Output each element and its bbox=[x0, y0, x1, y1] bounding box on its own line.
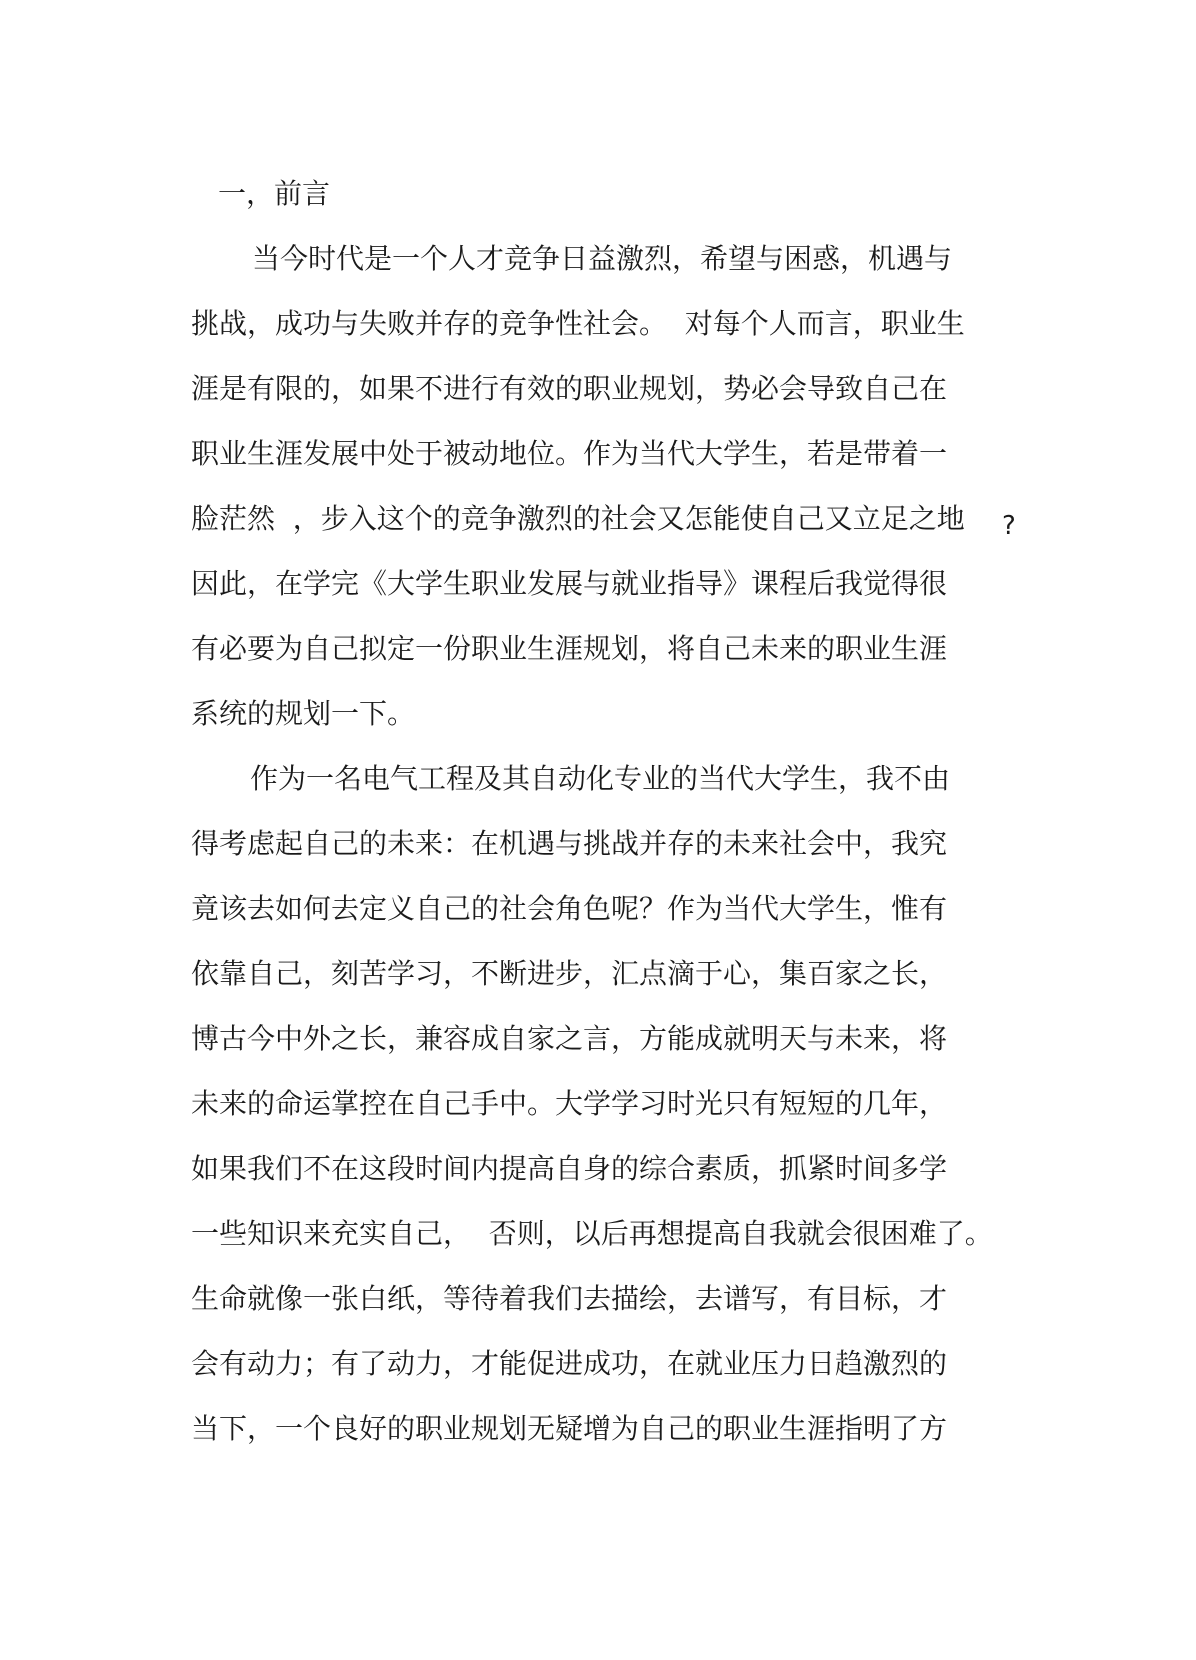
paragraph-line: 职业生涯发展中处于被动地位。作为当代大学生，若是带着一 bbox=[191, 437, 948, 470]
paragraph-line: 竟该去如何去定义自己的社会角色呢？作为当代大学生，惟有 bbox=[191, 892, 948, 925]
paragraph-line: 依靠自己，刻苦学习，不断进步，汇点滴于心，集百家之长， bbox=[191, 957, 948, 990]
stray-question-mark: ? bbox=[1002, 511, 1016, 541]
paragraph-line: 挑战，成功与失败并存的竞争性社会。 对每个人而言，职业生 bbox=[191, 307, 965, 340]
paragraph-line: 当今时代是一个人才竞争日益激烈，希望与困惑，机遇与 bbox=[252, 242, 953, 275]
paragraph-line: 系统的规划一下。 bbox=[191, 697, 416, 730]
paragraph-line: 因此，在学完《大学生职业发展与就业指导》课程后我觉得很 bbox=[191, 567, 948, 600]
paragraph-line: 脸茫然 ，步入这个的竞争激烈的社会又怎能使自己又立足之地 bbox=[191, 502, 965, 535]
paragraph-line: 当下，一个良好的职业规划无疑增为自己的职业生涯指明了方 bbox=[191, 1412, 948, 1445]
paragraph-line: 一些知识来充实自己， 否则，以后再想提高自我就会很困难了。 bbox=[191, 1217, 993, 1250]
paragraph-line: 涯是有限的，如果不进行有效的职业规划，势必会导致自己在 bbox=[191, 372, 948, 405]
paragraph-line: 得考虑起自己的未来：在机遇与挑战并存的未来社会中，我究 bbox=[191, 827, 948, 860]
paragraph-line: 有必要为自己拟定一份职业生涯规划，将自己未来的职业生涯 bbox=[191, 632, 948, 665]
paragraph-line: 会有动力；有了动力，才能促进成功，在就业压力日趋激烈的 bbox=[191, 1347, 948, 1380]
paragraph-line: 博古今中外之长，兼容成自家之言，方能成就明天与未来，将 bbox=[191, 1022, 948, 1055]
section-heading: 一，前言 bbox=[218, 177, 331, 210]
paragraph-line: 生命就像一张白纸，等待着我们去描绘，去谱写，有目标，才 bbox=[191, 1282, 948, 1315]
paragraph-line: 未来的命运掌控在自己手中。大学学习时光只有短短的几年， bbox=[191, 1087, 948, 1120]
paragraph-line: 如果我们不在这段时间内提高自身的综合素质，抓紧时间多学 bbox=[191, 1152, 948, 1185]
paragraph-line: 作为一名电气工程及其自动化专业的当代大学生，我不由 bbox=[250, 762, 951, 795]
